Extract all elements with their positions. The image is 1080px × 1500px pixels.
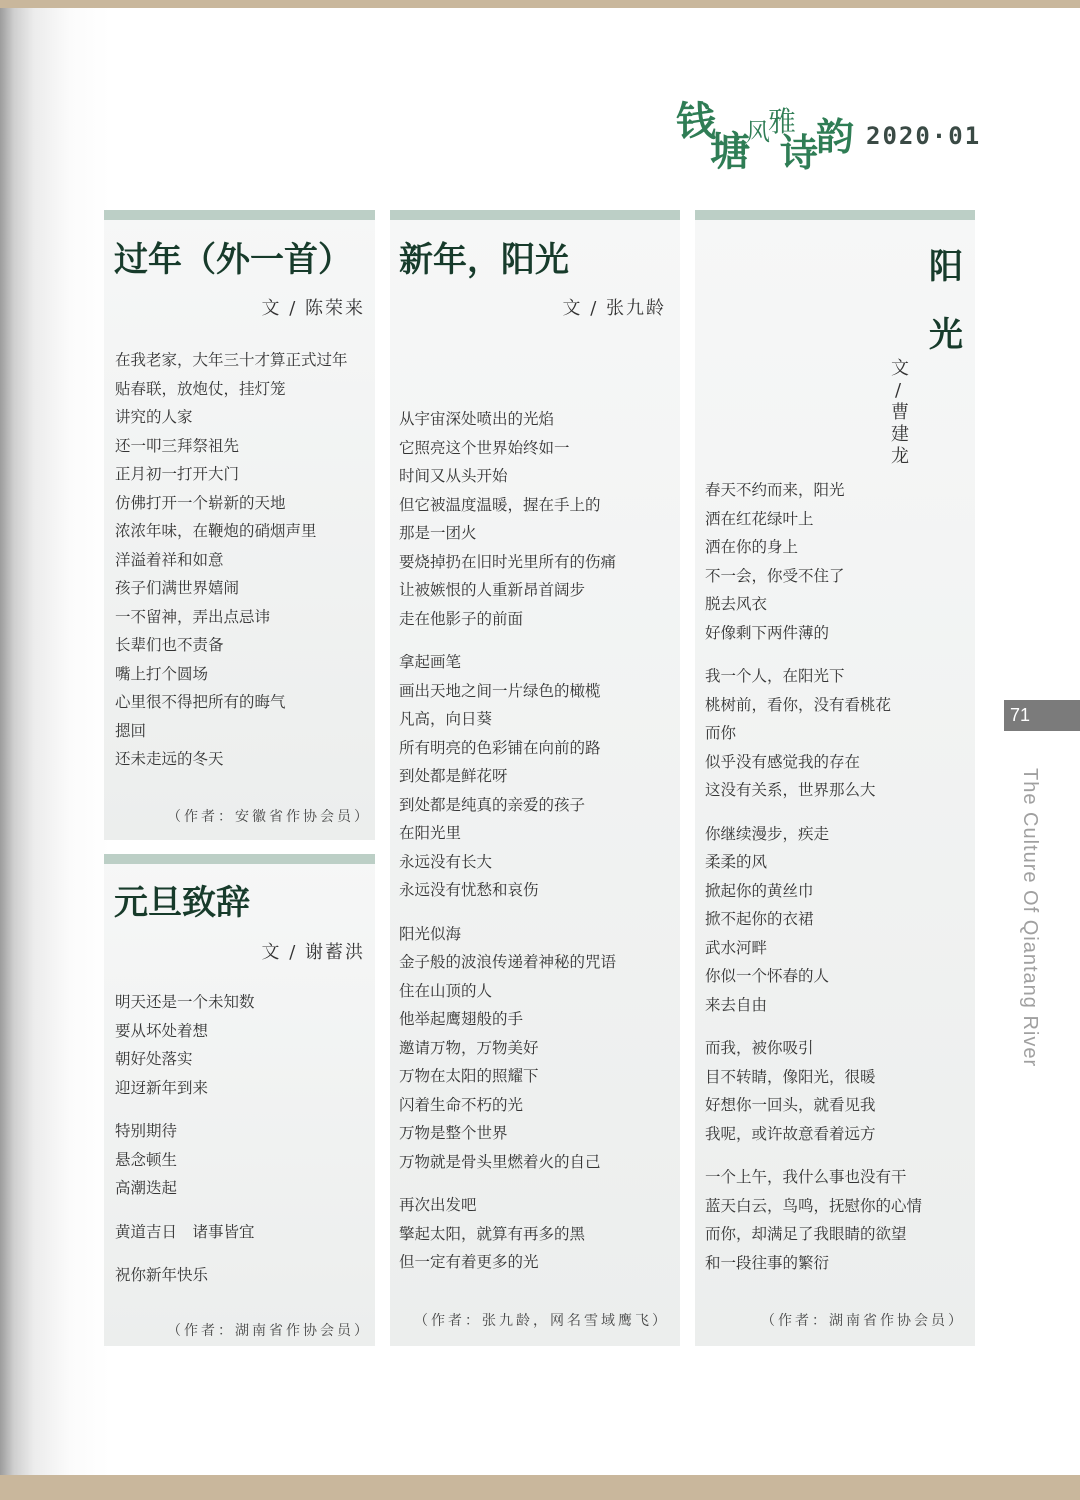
poem-line: 嘴上打个圆场 [115,664,209,683]
poem-line: 拿起画笔 [399,653,462,671]
poem-line: 心里很不得把所有的晦气 [115,693,286,711]
poem-line: 从宇宙深处喷出的光焰 [399,410,555,428]
card-top-bar [104,210,375,220]
poem-line: 万物在太阳的照耀下 [399,1067,539,1085]
poem-line: 洋溢着祥和如意 [115,550,224,569]
poem-line: 我一个人，在阳光下 [705,667,845,685]
masthead-char: 风 [746,118,770,146]
poem-line: 好想你一回头，就看见我 [705,1096,876,1114]
poem-title: 过年（外一首） [114,240,352,280]
poem-line: 走在他影子的前面 [399,609,524,628]
poem-line: 正月初一打开大门 [115,465,240,483]
poem-line: 时间又从头开始 [399,467,508,485]
poem-line: 高潮迭起 [115,1179,178,1197]
poem-title-char: 光 [929,315,963,355]
poem-author: 文 / 谢蓄洪 [261,942,365,963]
poem-body [115,988,255,1290]
poem-line: 长辈们也不责备 [115,636,224,654]
poem-line: 还一叩三拜祭祖先 [115,436,240,455]
poem-line: 而我，被你吸引 [705,1039,814,1057]
masthead-char: 塘 [710,128,750,175]
poem-card-guonian [104,210,375,840]
poem-line: 而你 [705,724,737,742]
poem-line: 但一定有着更多的光 [399,1253,539,1271]
poem-line: 闪着生命不朽的光 [399,1095,524,1114]
poem-line: 洒在你的身上 [705,538,799,556]
poem-line: 摁回 [115,721,147,740]
poem-line: 贴春联，放炮仗，挂灯笼 [115,379,286,398]
poem-line: 和一段往事的繁衍 [705,1253,830,1272]
poem-line: 祝你新年快乐 [115,1266,209,1284]
poem-line: 好像剩下两件薄的 [705,623,830,642]
poem-line: 这没有关系，世界那么大 [705,781,876,799]
masthead-char: 韵 [816,114,855,159]
poem-line: 再次出发吧 [399,1196,477,1214]
poem-author-char: 建 [891,424,909,445]
poem-line: 而你，却满足了我眼睛的欲望 [705,1225,907,1243]
poem-line: 似乎没有感觉我的存在 [705,752,861,771]
poem-line: 画出天地之间一片绿色的橄榄 [399,681,601,700]
poem-line: 在我老家，大年三十才算正式过年 [115,351,348,369]
poem-line: 他举起鹰翅般的手 [399,1010,524,1028]
vertical-caption: The Culture Of Qiantang River [1019,768,1041,1068]
poem-line: 孩子们满世界嬉闹 [115,579,240,597]
poem-card-yuandan [104,854,375,1346]
poem-line: 金子般的波浪传递着神秘的咒语 [399,953,617,971]
poem-line: 你继续漫步，疾走 [705,824,830,843]
poem-author: 文 / 陈荣来 [261,298,365,319]
poem-line: 它照亮这个世界始终如一 [399,438,570,457]
page-number: 71 [1004,700,1080,731]
poem-line: 住在山顶的人 [399,981,493,1000]
poem-line: 柔柔的风 [705,853,768,871]
poem-line: 邀请万物，万物美好 [399,1038,539,1057]
poem-line: 所有明亮的色彩铺在向前的路 [399,738,601,757]
masthead-char: 雅 [768,105,797,138]
poem-author-char: 龙 [891,446,909,467]
poem-line: 掀起你的黄丝巾 [705,881,814,900]
poem-line: 明天还是一个未知数 [115,993,255,1011]
poem-line: 桃树前，看你，没有看桃花 [705,695,892,714]
masthead-char: 钱 [676,98,716,145]
poem-line: 永远没有忧愁和哀伤 [399,881,539,899]
poem-line: 不一会，你受不住了 [705,566,845,585]
poem-line: 春天不约而来，阳光 [705,481,845,499]
poem-line: 要烧掉扔在旧时光里所有的伤痛 [399,552,617,571]
poem-line: 目不转睛，像阳光，很暖 [705,1067,876,1086]
poem-body [115,346,348,774]
poem-line: 让被嫉恨的人重新昂首阔步 [399,581,586,599]
poem-line: 永远没有长大 [399,852,493,871]
poem-line: 朝好处落实 [115,1050,193,1068]
poem-line: 凡高，向日葵 [399,710,493,728]
poem-line: 万物就是骨头里燃着火的自己 [399,1152,601,1171]
author-note: （作者：张九龄，网名雪域鹰飞） [414,1313,669,1329]
poem-line: 来去自由 [705,995,768,1014]
poem-author: 文 / 张九龄 [562,298,666,319]
poem-line: 我呢，或许故意看着远方 [705,1124,876,1143]
poem-line: 在阳光里 [399,824,462,842]
card-top-bar [104,854,375,864]
poem-line: 到处都是纯真的亲爱的孩子 [399,795,586,814]
poem-body [399,405,616,1277]
issue-number: 2020·01 [866,122,982,150]
poem-line: 但它被温度温暖，握在手上的 [399,495,601,514]
author-note: （作者：湖南省作协会员） [761,1313,965,1329]
poem-line: 悬念顿生 [115,1150,178,1169]
card-top-bar [695,210,975,220]
poem-line: 洒在红花绿叶上 [705,509,814,528]
author-note: （作者：安徽省作协会员） [167,809,371,825]
magazine-page [0,8,1080,1475]
poem-line: 还未走远的冬天 [115,750,224,768]
poem-author-char: 曹 [891,402,909,423]
poem-line: 黄道吉日 诸事皆宜 [115,1222,255,1241]
poem-line: 蓝天白云，鸟鸣，抚慰你的心情 [705,1196,923,1215]
poem-author-char: 文 [891,358,909,379]
poem-title: 新年，阳光 [399,240,569,280]
poem-line: 脱去风衣 [705,595,768,613]
poem-line: 万物是整个世界 [399,1124,508,1142]
masthead-logo [676,98,996,178]
poem-line: 到处都是鲜花呀 [399,767,508,785]
poem-line: 仿佛打开一个崭新的天地 [115,493,286,512]
poem-line: 浓浓年味，在鞭炮的硝烟声里 [115,522,317,540]
poem-line: 掀不起你的衣裙 [705,910,814,928]
poem-line: 武水河畔 [705,938,768,957]
poem-line: 一个上午，我什么事也没有干 [705,1168,907,1186]
poem-line: 你似一个怀春的人 [705,967,830,985]
author-note: （作者：湖南省作协会员） [167,1323,371,1339]
poem-line: 一不留神，弄出点忌讳 [115,607,271,626]
poem-line: 迎迓新年到来 [115,1078,209,1097]
card-top-bar [390,210,680,220]
poem-line: 那是一团火 [399,524,477,542]
poem-card-yangguang [695,210,975,1346]
poem-title-char: 阳 [929,247,963,287]
poem-title: 元旦致辞 [114,883,250,923]
poem-line: 阳光似海 [399,924,462,943]
poem-card-xinnian [390,210,680,1346]
poem-line: 擎起太阳，就算有再多的黑 [399,1224,586,1243]
poem-line: 特别期待 [115,1122,178,1140]
masthead-char: 诗 [780,130,819,175]
poem-author-char: / [895,380,902,401]
poem-line: 要从坏处着想 [115,1021,209,1040]
poem-body [705,476,922,1277]
poem-line: 讲究的人家 [115,408,193,426]
